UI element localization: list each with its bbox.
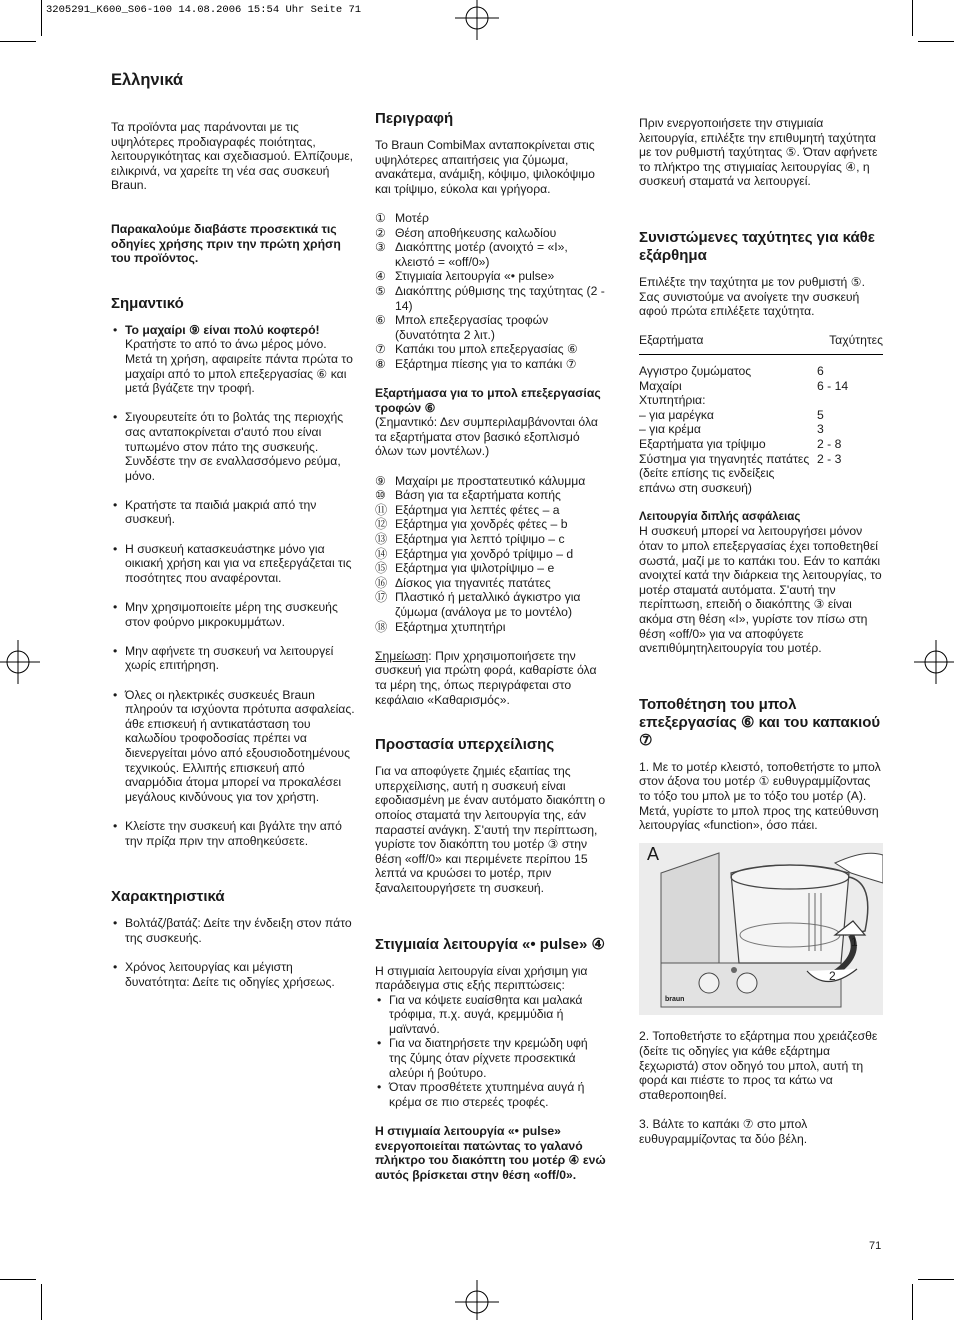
notice-text: Παρακαλούμε διαβάστε προσεκτικά τις οδηγίες χρήσης πριν την πρώτη χρήση του προϊόντος. bbox=[111, 221, 341, 266]
pulse-continued-text: Πριν ενεργοποιήσετε την στιγμιαία λειτουργία, επιλέξτε την επιθυμητή ταχύτητα με τον ρυθμιστή ταχύτητας ⑤. Όταν αφήνετε το πλήκτρο της στιγμιαίας λειτουργίας ④, η συσκευή σταματά να λειτουργεί. bbox=[639, 116, 878, 189]
features-list bbox=[111, 916, 357, 989]
placement-title: Τοποθέτηση του μπολ επεξεργασίας ⑥ και του καπακιού ⑦ bbox=[639, 695, 881, 749]
crop-mark-tr-v bbox=[912, 0, 913, 36]
language-title: Ελληνικά bbox=[111, 71, 183, 89]
features-title: Χαρακτηριστικά bbox=[111, 888, 225, 906]
crop-mark-br-v bbox=[912, 1284, 913, 1320]
list-item: • Βολτάζ/βατάζ: Δείτε την ένδειξη στον πάτο της συσκευής. bbox=[111, 916, 357, 945]
column-1 bbox=[111, 70, 357, 989]
intro-text: Τα προϊόντα μας παράνονται με τις υψηλότερες προδιαγραφές ποιότητας, λειτουργικότητας και σχεδιασμού. Ελπίζουμε, ειλικρινά, να χαρείτε τη νέα σας συσκευή Braun. bbox=[111, 120, 354, 193]
safety-title: Λειτουργία διπλής ασφάλειας bbox=[639, 510, 801, 523]
figure-a bbox=[639, 843, 883, 1015]
brand-logo: braun bbox=[665, 995, 685, 1003]
table-row: (δείτε επίσης τις ενδείξεις επάνω στη συσκευή) bbox=[639, 466, 775, 495]
note-label: Σημείωση bbox=[375, 648, 429, 663]
step-3: 3. Βάλτε το καπάκι ⑦ στο μπολ ευθυγραμμίζοντας τα δύο βέλη. bbox=[639, 1116, 808, 1146]
safety-text: Η συσκευή μπορεί να λειτουργήσει μόνον όταν το μπολ επεξεργασίας έχει τοποθετηθεί σωστά, μαζί με το καπάκι του. Εάν το καπάκι ανοιχτεί κατά την διάρκεια της λειτουργίας, το μοτέρ σταματά αυτόματα. Σ'αυτή την περίπτωση, επειδή ο διακόπτης ③ είναι ακόμα στη θέση «I», γυρίστε τον πίσω στη θέση «off/0» για να αποφύγετε ανεπιθύμητηλειτουργία του μοτέρ. bbox=[639, 524, 882, 656]
list-item: ② Θέση αποθήκευσης καλωδίου bbox=[375, 225, 557, 240]
list-item: • Μην αφήνετε τη συσκευή να λειτουργεί χωρίς επιτήρηση. bbox=[111, 644, 357, 673]
list-item: ⑱ Εξάρτημα χτυπητήρι bbox=[375, 619, 506, 634]
pulse-intro: Η στιγμιαία λειτουργία είναι χρήσιμη για παράδειγμα στις εξής περιπτώσεις: bbox=[375, 963, 588, 993]
page-number: 71 bbox=[869, 1240, 882, 1252]
registration-mark-left bbox=[0, 640, 40, 684]
list-item: • Μην χρησιμοποιείτε μέρη της συσκευής στον φούρνο μικροκυμμάτων. bbox=[111, 600, 357, 629]
overflow-title: Προστασία υπερχείλισης bbox=[375, 736, 555, 754]
list-item: • Για να διατηρήσετε την κρεμώδη υφή της ζύμης όταν ρίχνετε προσεκτικά αλεύρι ή βούτυρο. bbox=[375, 1036, 607, 1080]
figure-label: A bbox=[647, 843, 660, 864]
important-title: Σημαντικό bbox=[111, 294, 184, 312]
registration-mark-bottom bbox=[455, 1280, 499, 1320]
accessories-list bbox=[375, 474, 607, 635]
print-header: 3205291_K600_S06-100 14.08.2006 15:54 Uhr Seite 71 bbox=[46, 4, 362, 16]
table-row: Εξαρτήματα για τρίψιμο 2 - 8 bbox=[639, 436, 842, 451]
speeds-intro: Επιλέξτε την ταχύτητα με τον ρυθμιστή ⑤. Σας συνιστούμε να ανοίγετε την συσκευή αφού πρώτα επιλέξετε ταχύτητα. bbox=[639, 274, 866, 319]
speeds-table bbox=[639, 333, 883, 495]
list-item: • Η συσκευή κατασκευάστηκε μόνο για οικιακή χρήση και για να επεξεργάζεται τις ποσότητες που αναφέρονται. bbox=[111, 542, 357, 586]
crop-mark-br-h bbox=[918, 1279, 954, 1280]
list-item: ⑫ Εξάρτημα για χονδρές φέτες – b bbox=[375, 517, 568, 532]
list-item: ① Μοτέρ bbox=[375, 210, 429, 225]
list-item: • Κρατήστε τα παιδιά μακριά από την συσκευή. bbox=[111, 498, 357, 527]
column-3 bbox=[639, 110, 885, 1146]
list-item: ⑮ Εξάρτημα για ψιλοτρίψιμο – e bbox=[375, 561, 555, 576]
list-item: ⑧ Εξάρτημα πίεσης για το καπάκι ⑦ bbox=[375, 356, 577, 371]
table-row: Χτυπητήρια: bbox=[639, 393, 706, 408]
list-item: ③ Διακόπτης μοτέρ (ανοιχτό = «I», κλειστό = «off/0») bbox=[375, 240, 568, 269]
list-item: ⑩ Βάση για τα εξαρτήματα κοπής bbox=[375, 488, 561, 503]
table-header: Ταχύτητες bbox=[817, 333, 883, 354]
description-title: Περιγραφή bbox=[375, 110, 454, 127]
step-1: 1. Με το μοτέρ κλειστό, τοποθετήστε το μπολ στον άξονα του μοτέρ ① ευθυγραμμίζοντας το τόξο του μπολ με το τόξο του μοτέρ (A). Μετά, γυρίστε το μπολ προς της κατεύθυνση λειτουργίας «function», όσο πάει. bbox=[639, 759, 881, 833]
first-use-note bbox=[375, 649, 607, 707]
table-row: Αγγιστρο ζυμώματος 6 bbox=[639, 363, 824, 378]
food-processor-illustration bbox=[639, 843, 883, 1015]
column-2 bbox=[375, 110, 607, 1182]
table-header-row bbox=[639, 333, 883, 354]
list-item: ⑪ Εξάρτημα για λεπτές φέτες – a bbox=[375, 502, 560, 517]
pulse-activation: Η στιγμιαία λειτουργία «• pulse» ενεργοποιείται πατώντας το γαλανό πλήκτρο του διακόπτη του μοτέρ ④ ενώ αυτός βρίσκεται στην θέση «off/0». bbox=[375, 1124, 606, 1182]
pulse-list bbox=[375, 993, 607, 1110]
arrow-label: 1 bbox=[851, 934, 858, 949]
list-item: • Για να κόψετε ευαίσθητα και μαλακά τρόφιμα, π.χ. αυγά, κρεμμύδια ή μαϊντανό. bbox=[375, 993, 607, 1037]
list-item bbox=[111, 323, 357, 396]
table-row: Μαχαίρι 6 - 14 bbox=[639, 378, 849, 393]
registration-mark-top bbox=[455, 0, 499, 40]
list-item: • Κλείστε την συσκευή και βγάλτε την από την πρίζα πριν την αποθηκεύσετε. bbox=[111, 819, 357, 848]
list-item: ⑭ Εξάρτημα για χονδρό τρίψιμο – d bbox=[375, 546, 574, 561]
warning-bold: Το μαχαίρι ⑨ είναι πολύ κοφτερό! bbox=[125, 322, 320, 337]
list-item: • Χρόνος λειτουργίας και μέγιστη δυνατότητα: Δείτε τις οδηγίες χρήσεως. bbox=[111, 960, 357, 989]
list-item: ④ Στιγμιαία λειτουργία «• pulse» bbox=[375, 269, 555, 284]
registration-mark-right bbox=[914, 640, 954, 684]
list-item: ⑬ Εξάρτημα για λεπτό τρίψιμο – c bbox=[375, 532, 565, 547]
list-item: • Όλες οι ηλεκτρικές συσκευές Braun πληρούν τα ισχύοντα πρότυπα ασφαλείας. άθε επισκευή ή αντικατάσταση του καλωδίου τροφοδοσίας πρέπει να διενεργείται μόνο από εξουσιοδοτημένους τεχνικούς. Ελλιπής επισκευή από αναρμόδια άτομα μπορεί να προκαλέσει μεγάλους κινδύνους για τον χρήστη. bbox=[111, 688, 357, 805]
table-row: – για κρέμα 3 bbox=[639, 422, 824, 437]
table-row: Σύστημα για τηγανητές πατάτες 2 - 3 bbox=[639, 451, 842, 466]
parts-list bbox=[375, 211, 607, 372]
arrow-label: 2 bbox=[829, 968, 836, 983]
table-header: Εξαρτήματα bbox=[639, 333, 817, 354]
accessories-note: (Σημαντικό: Δεν συμπεριλαμβάνονται όλα τα εξαρτήματα στον βασικό εξοπλισμό όλων των μοντέλων.) bbox=[375, 415, 598, 459]
table-row: – για μαρέγκα 5 bbox=[639, 407, 824, 422]
description-intro: Το Braun CombiMax ανταποκρίνεται στις υψηλότερες απαιτήσεις για ζύμωμα, ανακάτεμα, ανάμιξη, κόψιμο, ψιλοκόψιμο και τρίψιμο, εύκολα και γρήγορα. bbox=[375, 138, 595, 196]
list-item: ⑥ Μπολ επεξεργασίας τροφών (δυνατότητα 2 λιτ.) bbox=[375, 313, 549, 342]
crop-mark-tl-h bbox=[0, 41, 36, 42]
step-2: 2. Τοποθετήστε το εξάρτημα που χρειάζεσθε (δείτε τις οδηγίες για κάθε εξάρτημα ξεχωριστά) στον οδηγό του μπολ, αυτή τη φορά και πιέστε το προς τα κάτω να σταθεροποιηθεί. bbox=[639, 1029, 878, 1102]
list-item: • Σιγουρευτείτε ότι το βολτάς της περιοχής σας ανταποκρίνεται σ'αυτό που είναι τυπωμένο στον πάτο της συσκευής. Συνδέστε την σε εναλλασσόμενο ρεύμα, μόνο. bbox=[111, 410, 357, 483]
crop-mark-bl-h bbox=[0, 1279, 36, 1280]
important-list bbox=[111, 323, 357, 848]
list-item: ⑦ Καπάκι του μπολ επεξεργασίας ⑥ bbox=[375, 342, 578, 357]
list-item: ⑰ Πλαστικό ή μεταλλικό άγκιστρο για ζύμωμα (ανάλογα με το μοντέλο) bbox=[375, 590, 581, 619]
speeds-title: Συνιστώμενες ταχύτητες για κάθε εξάρθημα bbox=[639, 228, 875, 264]
list-item: ⑨ Μαχαίρι με προστατευτικό κάλυμμα bbox=[375, 473, 586, 488]
accessories-title: Εξαρτήμασα για το μπολ επεξεργασίας τροφών ⑥ bbox=[375, 386, 601, 415]
warning-text: Κρατήστε το από το άνω μέρος μόνο. Μετά τη χρήση, αφαιρείτε πάντα πρώτα το μαχαίρι από το μπολ επεξεργασίας ⑥ και μετά βγάζετε την τροφή. bbox=[125, 337, 353, 396]
crop-mark-tl-v bbox=[41, 0, 42, 36]
note-text: : Πριν χρησιμοποιήσετε την συσκευή για πρώτη φορά, καθαρίστε όλα τα μέρη της, όπως περιγράφεται στο κεφάλαιο «Καθαρισμός». bbox=[375, 648, 597, 707]
crop-mark-bl-v bbox=[41, 1284, 42, 1320]
list-item: ⑯ Δίσκος για τηγανιτές πατάτες bbox=[375, 575, 551, 590]
pulse-title: Στιγμιαία λειτουργία «• pulse» ④ bbox=[375, 935, 605, 953]
overflow-text: Για να αποφύγετε ζημιές εξαιτίας της υπερχείλισης, αυτή η συσκευή είναι εφοδιασμένη με έναν αυτόματο διακόπτη ο οποίος σταματά την λειτουργία της, εάν παραστεί ανάγκη. Σ'αυτή την περίπτωση, γυρίστε τον διακόπτη του μοτέρ ③ στην θέση «off/0» και περιμένετε περίπου 15 λεπτά να κρυώσει το μοτέρ, πριν ξαναλειτουργήσετε τη συσκευή. bbox=[375, 764, 606, 895]
list-item: • Όταν προσθέτετε χτυπημένα αυγά ή κρέμα σε πιο στερεές τροφές. bbox=[375, 1080, 607, 1109]
crop-mark-tr-h bbox=[918, 41, 954, 42]
list-item: ⑤ Διακόπτης ρύθμισης της ταχύτητας (2 - 14) bbox=[375, 283, 605, 313]
